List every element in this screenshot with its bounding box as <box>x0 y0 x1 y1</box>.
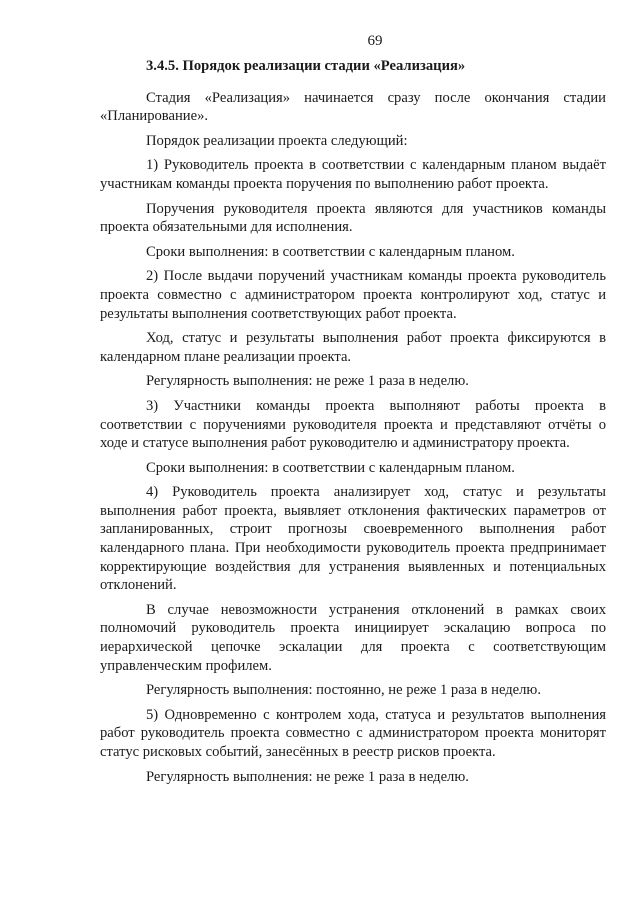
section-heading: 3.4.5. Порядок реализации стадии «Реализация» <box>146 58 466 74</box>
paragraph-step-3: 3) Участники команды проекта выполняют работы проекта в соответствии с поручениями руководителя проекта и представляют отчёты о ходе и статусе выполнения работ руководителю и администратору проекта. <box>100 397 606 452</box>
paragraph-step-1: 1) Руководитель проекта в соответствии с календарным планом выдаёт участникам команды проекта поручения по выполнению работ проекта. <box>100 157 606 192</box>
paragraph-step-5: 5) Одновременно с контролем хода, статуса и результатов выполнения работ руководитель проекта совместно с администратором проекта мониторят статус рисковых событий, занесённых в реестр рисков проекта. <box>100 706 606 760</box>
paragraph-regularity-2: Регулярность выполнения: постоянно, не реже 1 раза в неделю. <box>146 682 541 699</box>
page-number: 69 <box>367 33 383 49</box>
paragraph-assignments-mandatory: Поручения руководителя проекта являются для участников команды проекта обязательными для исполнения. <box>100 200 606 236</box>
paragraph-escalation: В случае невозможности устранения отклонений в рамках своих полномочий руководитель проекта инициирует эскалацию вопроса по иерархической цепочке эскалации для проекта с соответствующим управленческим профилем. <box>100 601 606 674</box>
page-content <box>100 57 606 792</box>
paragraph-deadline-1: Сроки выполнения: в соответствии с календарным планом. <box>146 243 515 260</box>
paragraph-regularity-1: Регулярность выполнения: не реже 1 раза в неделю. <box>146 373 469 390</box>
paragraph-procedure-intro: Порядок реализации проекта следующий: <box>146 132 408 149</box>
paragraph-step-4: 4) Руководитель проекта анализирует ход, статус и результаты выполнения работ проекта, выявляет отклонения фактических параметров от запланированных, строит прогнозы своевременного выполнения работ календарного плана. При необходимости руководитель проекта предпринимает корректирующие воздействия для устранения выявленных и потенциальных отклонений. <box>100 484 606 594</box>
paragraph-step-2: 2) После выдачи поручений участникам команды проекта руководитель проекта совместно с администратором проекта контролируют ход, статус и результаты выполнения соответствующих работ проекта. <box>100 268 606 322</box>
paragraph-deadline-2: Сроки выполнения: в соответствии с календарным планом. <box>146 459 515 476</box>
paragraph-progress-recorded: Ход, статус и результаты выполнения работ проекта фиксируются в календарном плане реализации проекта. <box>100 330 606 365</box>
paragraph-regularity-3: Регулярность выполнения: не реже 1 раза в неделю. <box>146 768 469 785</box>
paragraph-stage-start: Стадия «Реализация» начинается сразу после окончания стадии «Планирование». <box>100 89 606 125</box>
